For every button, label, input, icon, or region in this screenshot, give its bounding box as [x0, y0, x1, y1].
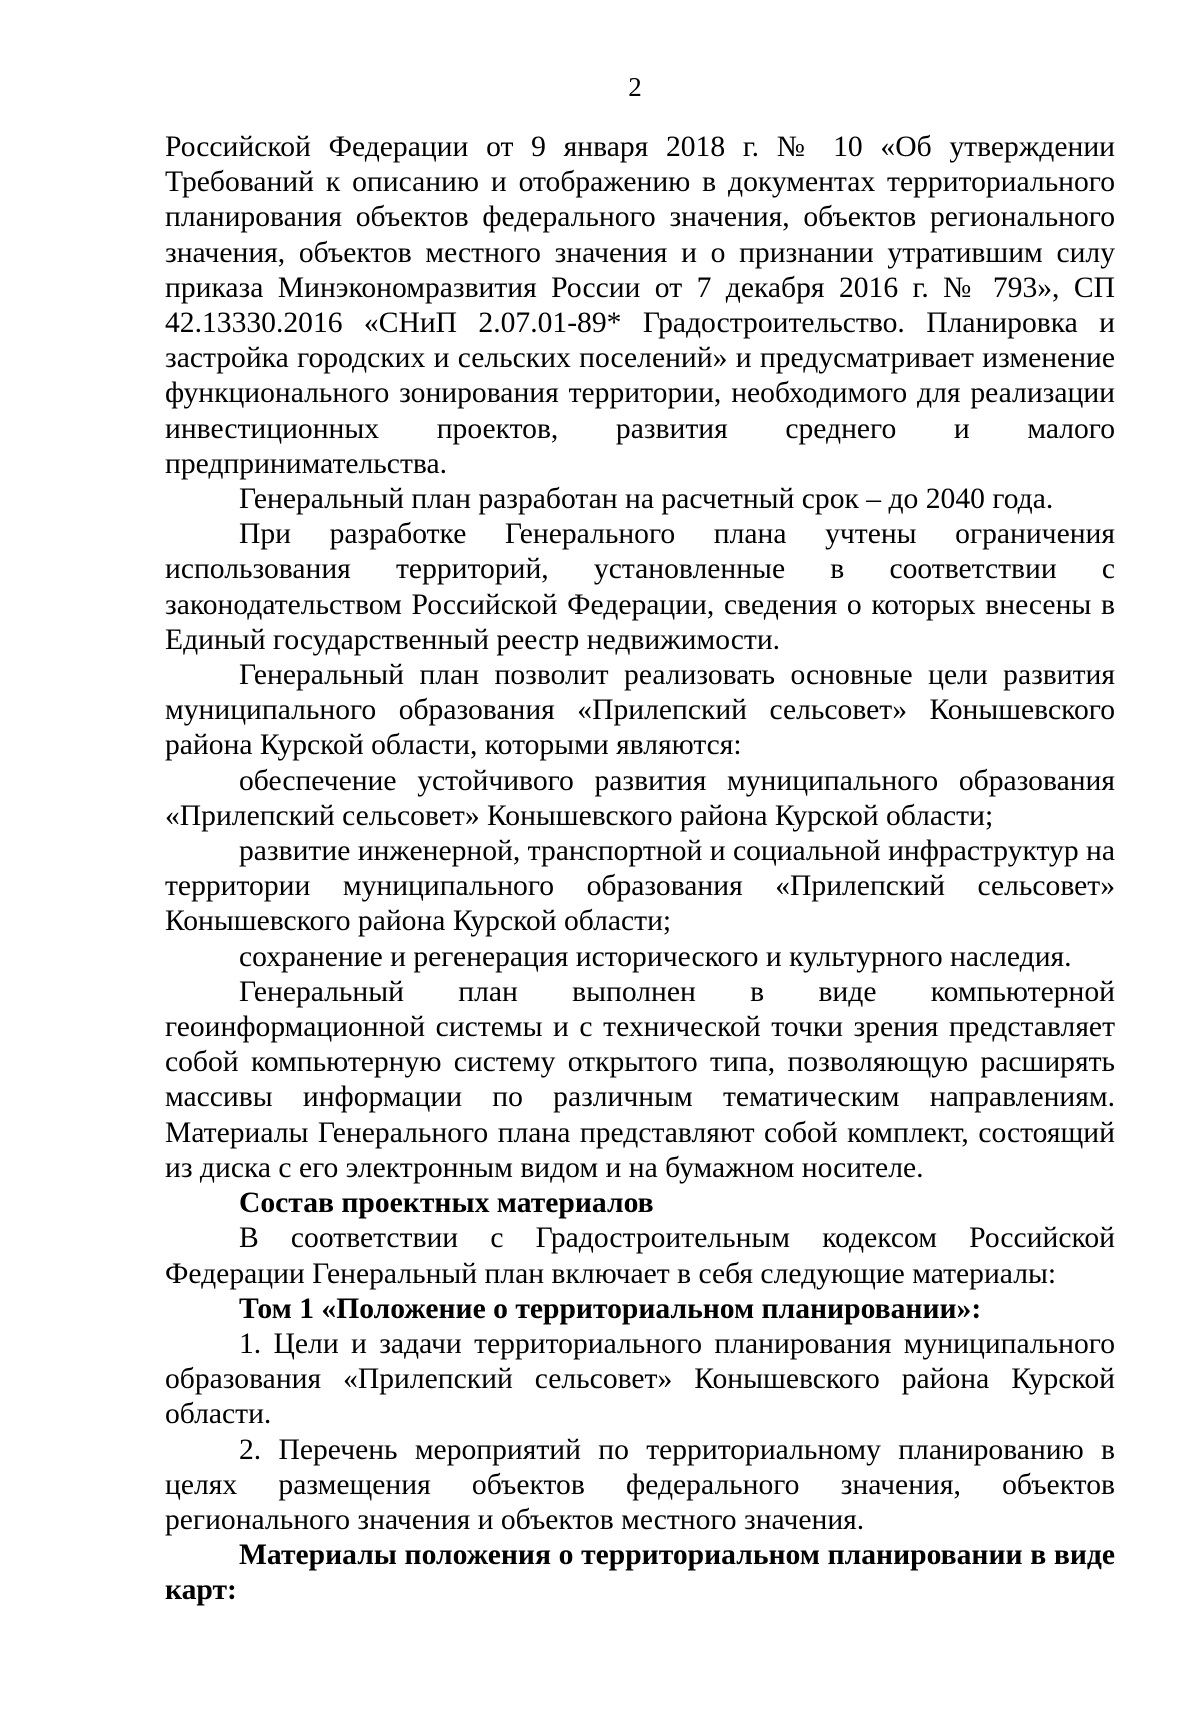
goal-item-sustainable-development: обеспечение устойчивого развития муниципального образования «Прилепский сельсовет» Конышевского района Курской области;	[165, 764, 1115, 832]
document-body	[165, 130, 1115, 1609]
paragraph-plan-term: Генеральный план разработан на расчетный срок – до 2040 года.	[239, 483, 1054, 516]
volume-heading: Том 1 «Положение о территориальном планировании»:	[239, 1292, 982, 1325]
paragraph-restrictions: При разработке Генерального плана учтены ограничения использования территорий, установленные в соответствии с законодательством Российской Федерации, сведения о которых внесены в Единый государственный реестр недвижимости.	[165, 518, 1115, 656]
paragraph-materials-intro: В соответствии с Градостроительным кодексом Российской Федерации Генеральный план включает в себя следующие материалы:	[165, 1222, 1115, 1290]
paragraph-gis-description: Генеральный план выполнен в виде компьютерной геоинформационной системы и с технической точки зрения представляет собой компьютерную систему открытого типа, позволяющую расширять массивы информации по различным тематическим направлениям. Материалы Генерального плана представляют собой комплект, состоящий из диска с его электронным видом и на бумажном носителе.	[165, 975, 1115, 1184]
paragraph-legal-references: Российской Федерации от 9 января 2018 г. № 10 «Об утверждении Требований к описанию и отображению в документах территориального планирования объектов федерального значения, объектов регионального значения, объектов местного значения и о признании утратившим силу приказа Минэкономразвития России от 7 декабря 2016 г. № 793», СП 42.13330.2016 «СНиП 2.07.01-89* Градостроительство. Планировка и застройка городских и сельских поселений» и предусматривает изменение функционального зонирования территории, необходимого для реализации инвестиционных проектов, развития среднего и малого предпринимательства.	[165, 131, 1115, 480]
section-heading-maps: Материалы положения о территориальном планировании в виде карт:	[165, 1539, 1115, 1607]
goal-item-heritage: сохранение и регенерация исторического и культурного наследия.	[239, 940, 1072, 973]
goal-item-infrastructure: развитие инженерной, транспортной и социальной инфраструктур на территории муниципального образования «Прилепский сельсовет» Конышевского района Курской области;	[165, 835, 1115, 938]
section-heading-project-materials: Состав проектных материалов	[239, 1187, 654, 1220]
paragraph-goals-intro: Генеральный план позволит реализовать основные цели развития муниципального образования «Прилепский сельсовет» Конышевского района Курской области, которыми являются:	[165, 659, 1115, 762]
volume-item-1: 1. Цели и задачи территориального планирования муниципального образования «Прилепский сельсовет» Конышевского района Курской области.	[165, 1327, 1115, 1431]
volume-item-2: 2. Перечень мероприятий по территориальному планированию в целях размещения объектов федерального значения, объектов регионального значения и объектов местного значения.	[165, 1433, 1115, 1536]
page-number: 2	[628, 72, 642, 102]
